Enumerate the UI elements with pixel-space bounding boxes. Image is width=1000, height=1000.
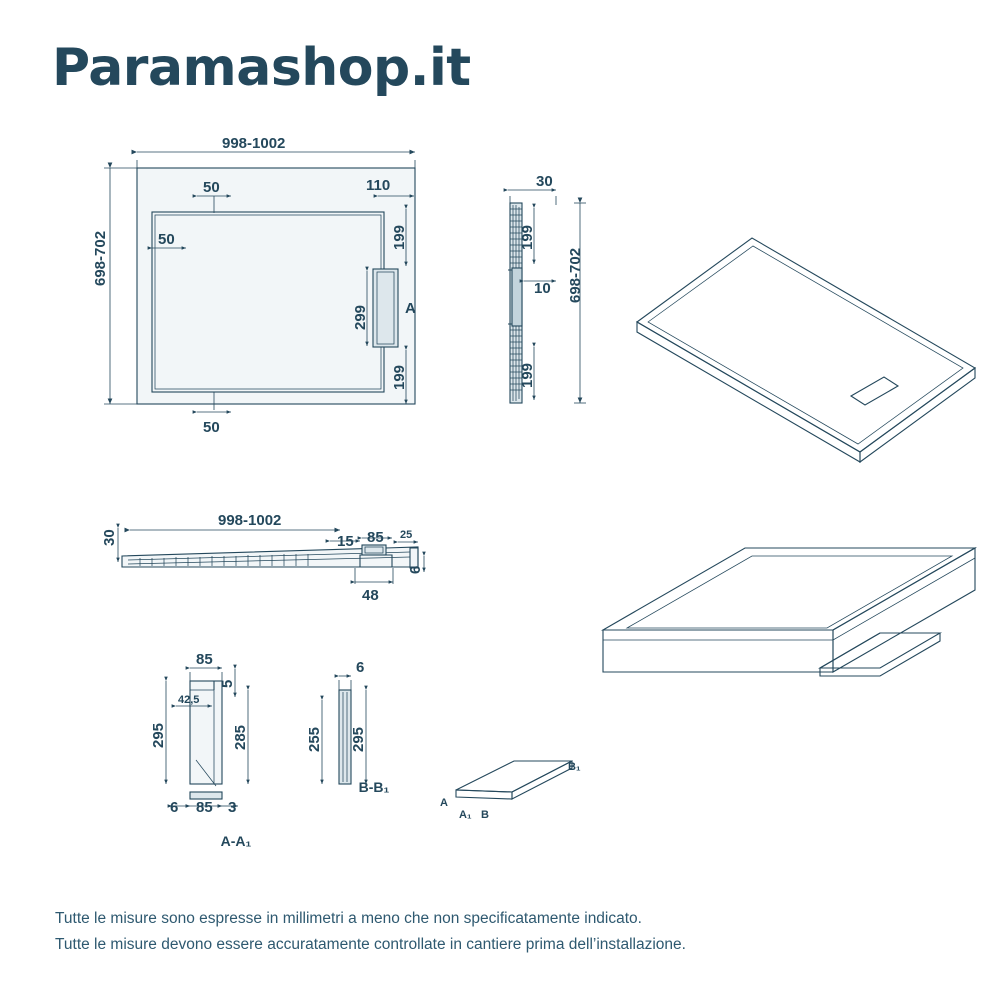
view-side-section: [508, 173, 586, 403]
view-detail-bb1: [306, 659, 390, 795]
dim-left-overall-height: 698-702: [92, 230, 109, 286]
dim-aa1-bottom-left-6: 6: [170, 799, 179, 816]
dim-bb1-right-295: 295: [350, 726, 367, 752]
dim-side-lower-199: 199: [519, 362, 536, 388]
dim-front-channel-48: 48: [362, 587, 379, 604]
dim-top-overall-width: 998-1002: [222, 135, 286, 152]
dim-drain-bottom-199: 199: [391, 364, 408, 390]
label-strip-a: A: [440, 797, 448, 809]
view-tray-3d: [603, 548, 975, 690]
view-top-plan: [92, 135, 416, 436]
view-front-section: [101, 512, 424, 604]
dim-drain-top-199: 199: [391, 224, 408, 250]
dim-aa1-right-285: 285: [232, 724, 249, 750]
label-strip-a1: A₁: [459, 809, 472, 821]
dim-bottom-50: 50: [203, 419, 220, 436]
footer-line-2: Tutte le misure devono essere accuratamente controllate in cantiere prima dell’installazione.: [55, 936, 686, 953]
dim-front-width: 998-1002: [218, 512, 282, 529]
dim-aa1-top-85: 85: [196, 651, 213, 668]
footer-line-1: Tutte le misure sono espresse in millimetri a meno che non specificatamente indicato.: [55, 910, 642, 927]
dim-drain-length-299: 299: [352, 304, 369, 330]
dim-side-overall-height: 698-702: [567, 247, 584, 303]
dim-aa1-bottom-right-3: 3: [228, 799, 237, 816]
dim-front-thickness-30: 30: [101, 529, 118, 546]
dim-aa1-bottom-85: 85: [196, 799, 213, 816]
dim-side-thickness-30: 30: [536, 173, 553, 190]
dim-bb1-left-255: 255: [306, 726, 323, 752]
view-strip-3d: [440, 761, 581, 821]
label-strip-b1: B₁: [568, 761, 581, 773]
view-grate-3d: [567, 184, 1000, 747]
dim-side-upper-199: 199: [519, 224, 536, 250]
dim-bb1-top-6: 6: [356, 659, 365, 676]
label-detail-bb1: B-B₁: [358, 779, 390, 795]
brand-title: Paramashop.it: [52, 38, 471, 98]
dim-top-edge-50: 50: [203, 179, 220, 196]
dim-inner-left-50: 50: [158, 231, 175, 248]
view-detail-aa1: [150, 651, 252, 849]
dim-front-grate-height-6: 6: [407, 565, 424, 574]
dim-drain-offset-110: 110: [366, 177, 391, 194]
dim-side-inner-10: 10: [534, 280, 551, 297]
dim-aa1-left-295: 295: [150, 722, 167, 748]
dim-aa1-right-5: 5: [219, 679, 236, 688]
dim-front-grate-85: 85: [367, 529, 384, 546]
dim-aa1-inner-425: 42,5: [178, 694, 200, 706]
label-strip-b: B: [481, 809, 489, 821]
footer-notes: [55, 906, 955, 958]
label-section-a: A: [405, 300, 416, 317]
dim-front-gap-15: 15: [337, 533, 354, 550]
dim-front-edge-25: 25: [400, 529, 413, 541]
label-detail-aa1: A-A₁: [220, 833, 252, 849]
